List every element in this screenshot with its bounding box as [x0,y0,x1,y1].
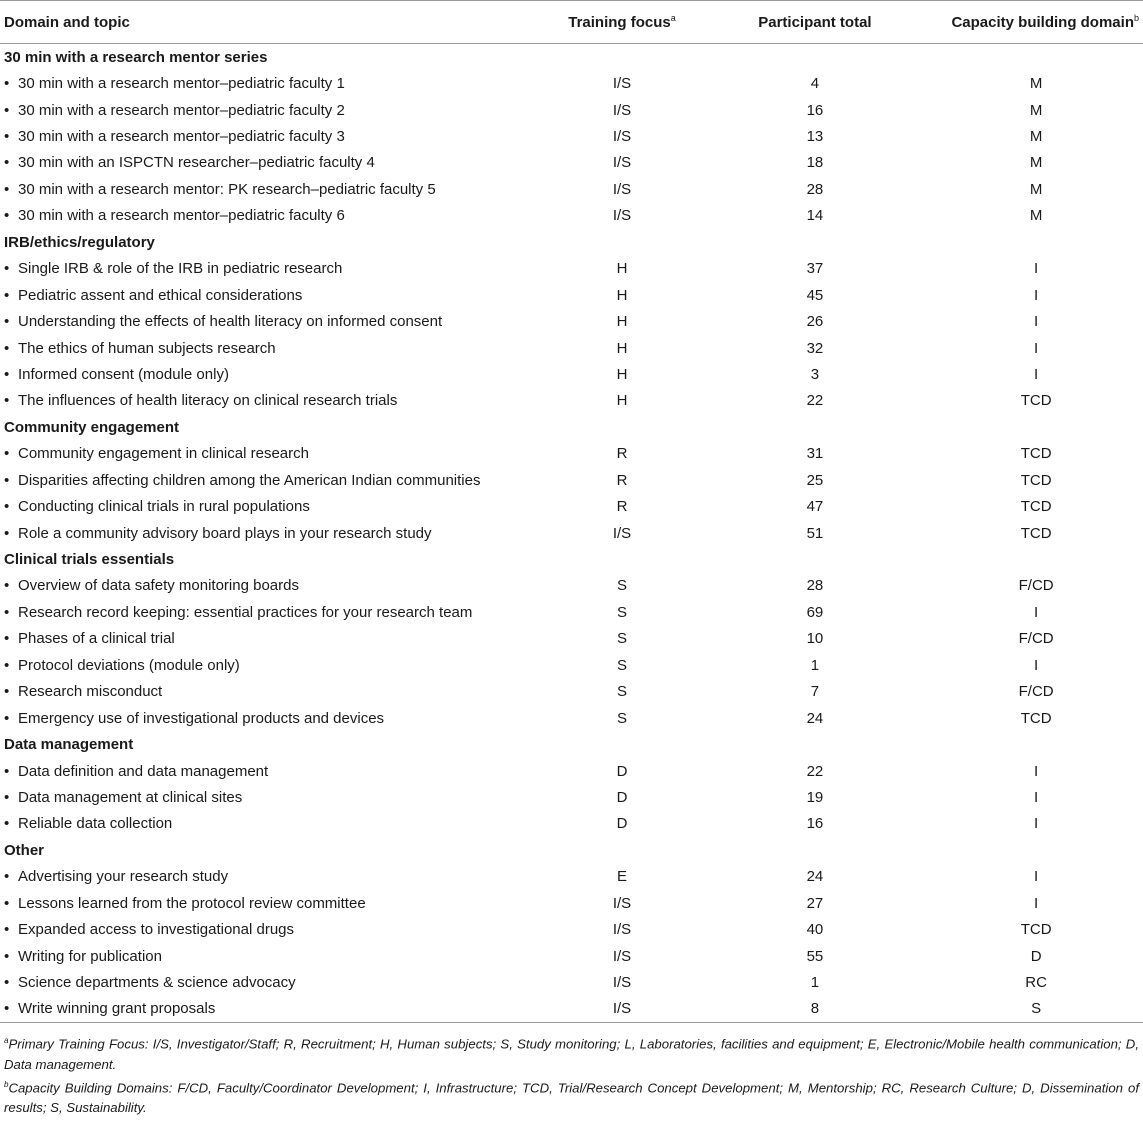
capacity-domain-cell: I [1034,260,1039,278]
table-row [0,203,1143,229]
topic-text: 30 min with a research mentor–pediatric faculty 6 [18,207,345,225]
topic-text: Role a community advisory board plays in your research study [18,524,432,542]
topic-text: Protocol deviations (module only) [18,656,240,674]
capacity-domain-cell: S [929,996,1143,1023]
bullet-icon: • [4,1000,10,1018]
capacity-domain-cell: I [1034,656,1039,674]
bullet-icon: • [4,921,10,939]
table-row [0,388,1143,414]
table-row [0,943,1143,969]
topic-cell [0,784,543,810]
training-focus-cell: I/S [612,101,632,119]
participant-total-cell: 40 [806,921,824,939]
participant-total-cell: 25 [806,471,824,489]
participant-total-cell: 3 [810,365,820,383]
participant-total-cell: 69 [806,603,824,621]
bullet-icon: • [4,498,10,516]
table-row [0,282,1143,308]
bullet-icon: • [4,365,10,383]
participant-total-cell: 1 [810,656,820,674]
table-body [0,44,1143,1023]
training-focus-cell: R [616,471,628,489]
topic-text: Understanding the effects of health literacy on informed consent [18,313,443,331]
table-row [0,996,1143,1023]
header-participant-total [701,1,930,44]
topic-text: Science departments & science advocacy [18,974,296,992]
bullet-icon: • [4,947,10,965]
table-row [0,705,1143,731]
participant-total-cell: 47 [806,498,824,516]
training-focus-cell: H [616,392,628,410]
topic-cell [0,705,543,731]
training-focus-cell: D [616,788,628,806]
table-row [0,123,1143,149]
footnote-b [4,1075,1139,1118]
capacity-domain-cell: TCD [1020,471,1052,489]
capacity-domain-cell: I [1034,286,1039,304]
footnote-a-mark: a [4,1036,9,1046]
group-title: Other [4,841,45,859]
table-row [0,864,1143,890]
participant-total-cell: 22 [806,392,824,410]
table-row [0,256,1143,282]
capacity-domain-cell: I [1034,788,1039,806]
topic-cell [0,97,543,123]
table-row [0,467,1143,493]
capacity-domain-cell: TCD [1020,709,1052,727]
training-focus-cell: R [616,498,628,516]
table-row [0,573,1143,599]
topic-cell [0,308,543,334]
bullet-icon: • [4,392,10,410]
training-focus-cell: I/S [612,921,632,939]
capacity-domain-cell: TCD [1020,921,1052,939]
topic-text: The ethics of human subjects research [18,339,276,357]
topic-cell [0,388,543,414]
training-focus-cell: S [617,630,628,648]
topic-cell [0,811,543,837]
topic-cell [0,864,543,890]
topic-cell [0,520,543,546]
participant-total-cell: 45 [806,286,824,304]
topic-text: Conducting clinical trials in rural populations [18,498,310,516]
table-row [0,520,1143,546]
topic-text: Informed consent (module only) [18,365,229,383]
table-row [0,652,1143,678]
bullet-icon: • [4,313,10,331]
participant-total-cell: 37 [806,260,824,278]
topic-cell [0,599,543,625]
group-title: Clinical trials essentials [4,551,175,569]
bullet-icon: • [4,683,10,701]
participant-total-cell: 32 [806,339,824,357]
training-focus-cell: S [617,709,628,727]
footnote-a [4,1031,1139,1074]
table-row [0,308,1143,334]
table-row [0,758,1143,784]
participant-total-cell: 27 [806,894,824,912]
participant-total-cell: 13 [806,128,824,146]
participant-total-cell: 51 [806,524,824,542]
topic-text: Reliable data collection [18,815,173,833]
training-focus-cell: I/S [612,947,632,965]
table-row [0,784,1143,810]
topic-cell [0,573,543,599]
training-focus-cell: E [617,868,628,886]
header-row [0,1,1143,44]
topic-cell [0,176,543,202]
bullet-icon: • [4,974,10,992]
training-focus-cell: I/S [612,128,632,146]
topic-text: Emergency use of investigational products and devices [18,709,385,727]
header-participant-total-label: Participant total [758,13,872,31]
capacity-domain-cell: I [1034,894,1039,912]
topic-text: Research misconduct [18,683,163,701]
topic-cell [0,916,543,942]
topic-cell [0,441,543,467]
participant-total-cell: 4 [810,75,820,93]
topic-text: Research record keeping: essential practices for your research team [18,603,473,621]
group-row [0,731,1143,757]
participant-total-cell: 1 [810,974,820,992]
bullet-icon: • [4,868,10,886]
footnote-b-mark: b [4,1079,9,1089]
group-row [0,546,1143,572]
table-row [0,493,1143,519]
capacity-domain-cell: I [1034,313,1039,331]
table-row [0,97,1143,123]
training-focus-cell: I/S [612,75,632,93]
topic-cell [0,943,543,969]
training-focus-cell: H [616,313,628,331]
topic-text: Overview of data safety monitoring boards [18,577,299,595]
header-capacity-domain [929,1,1143,44]
training-focus-cell: S [617,603,628,621]
capacity-domain-cell: TCD [1020,498,1052,516]
topic-text: Disparities affecting children among the American Indian communities [18,471,481,489]
topic-text: Single IRB & role of the IRB in pediatric research [18,260,343,278]
topic-text: Lessons learned from the protocol review committee [18,894,366,912]
table-row [0,441,1143,467]
bullet-icon: • [4,762,10,780]
bullet-icon: • [4,656,10,674]
group-title: IRB/ethics/regulatory [4,233,155,251]
capacity-domain-cell: D [1030,947,1042,965]
bullet-icon: • [4,445,10,463]
bullet-icon: • [4,603,10,621]
participant-total-cell: 14 [806,207,824,225]
bullet-icon: • [4,577,10,595]
training-focus-cell: S [617,577,628,595]
bullet-icon: • [4,339,10,357]
table-footnotes [0,1023,1143,1118]
capacity-domain-cell: I [1034,762,1039,780]
participant-total-cell: 24 [806,709,824,727]
topic-cell [0,70,543,96]
group-row [0,229,1143,255]
topic-text: Community engagement in clinical research [18,445,309,463]
bullet-icon: • [4,709,10,727]
training-focus-cell: I/S [612,207,632,225]
footnote-mark-a: a [670,13,676,23]
topic-cell [0,493,543,519]
participant-total-cell: 19 [806,788,824,806]
topic-cell [0,335,543,361]
training-focus-cell: I/S [612,894,632,912]
topic-cell [0,467,543,493]
training-focus-cell: S [617,683,628,701]
topic-cell [0,679,543,705]
participant-total-cell: 18 [806,154,824,172]
participant-total-cell: 7 [810,683,820,701]
table-row [0,176,1143,202]
bullet-icon: • [4,286,10,304]
capacity-domain-cell: I [1034,868,1039,886]
training-focus-cell: R [616,445,628,463]
training-focus-cell: I/S [612,974,632,992]
bullet-icon: • [4,524,10,542]
bullet-icon: • [4,207,10,225]
capacity-domain-cell: M [1029,180,1043,198]
bullet-icon: • [4,815,10,833]
capacity-domain-cell: F/CD [1018,630,1054,648]
topic-text: Phases of a clinical trial [18,630,175,648]
topic-text: The influences of health literacy on clinical research trials [18,392,398,410]
topic-cell [0,203,543,229]
training-focus-cell: I/S [543,996,700,1023]
bullet-icon: • [4,260,10,278]
participant-total-cell: 31 [806,445,824,463]
topic-cell [0,256,543,282]
capacity-domain-cell: F/CD [1018,683,1054,701]
topic-text: Data definition and data management [18,762,269,780]
table-row [0,679,1143,705]
capacity-domain-cell: F/CD [1018,577,1054,595]
topic-text: 30 min with a research mentor–pediatric faculty 2 [18,101,345,119]
topic-text: Pediatric assent and ethical considerations [18,286,303,304]
table-row [0,70,1143,96]
table-row [0,811,1143,837]
capacity-domain-cell: I [1034,815,1039,833]
training-focus-cell: D [616,815,628,833]
participant-total-cell: 26 [806,313,824,331]
topic-text: 30 min with a research mentor–pediatric faculty 3 [18,128,345,146]
training-focus-cell: I/S [612,154,632,172]
topic-cell [0,652,543,678]
topic-cell [0,150,543,176]
group-title: Data management [4,736,134,754]
training-focus-cell: D [616,762,628,780]
table-row [0,361,1143,387]
table-row [0,335,1143,361]
table-row [0,626,1143,652]
capacity-domain-cell: M [1029,128,1043,146]
footnote-mark-b: b [1133,13,1139,23]
capacity-domain-cell: RC [1025,974,1047,992]
training-focus-cell: I/S [612,524,632,542]
topic-cell [0,361,543,387]
topic-cell [0,282,543,308]
topic-text: Advertising your research study [18,868,229,886]
training-focus-cell: H [616,286,628,304]
footnote-b-text: Capacity Building Domains: F/CD, Faculty/Coordinator Development; I, Infrastructure; TCD, Trial/Research Concept Development; M, Mentorship; RC, Research Culture; D, Dissemination of results; S, Sustainability. [4,1079,1139,1115]
table-row [0,150,1143,176]
capacity-domain-cell: I [1034,603,1039,621]
participant-total-cell: 22 [806,762,824,780]
bullet-icon: • [4,75,10,93]
topic-text: Write winning grant proposals [18,1000,216,1018]
training-focus-cell: H [616,260,628,278]
footnote-a-text: Primary Training Focus: I/S, Investigator/Staff; R, Recruitment; H, Human subjects; S, Study monitoring; L, Laboratories, facilities and equipment; E, Electronic/Mobile health communication; D, Data management. [4,1036,1139,1072]
capacity-domain-cell: I [1034,339,1039,357]
topic-cell [0,626,543,652]
participant-total-cell: 8 [701,996,930,1023]
topic-text: Data management at clinical sites [18,788,243,806]
header-training-focus-label: Training focus [568,14,671,31]
bullet-icon: • [4,894,10,912]
bullet-icon: • [4,471,10,489]
topic-text: 30 min with a research mentor–pediatric faculty 1 [18,75,345,93]
topic-cell [0,969,543,995]
topic-cell [0,758,543,784]
participant-total-cell: 55 [806,947,824,965]
bullet-icon: • [4,154,10,172]
participant-total-cell: 24 [806,868,824,886]
topic-text: Expanded access to investigational drugs [18,921,295,939]
participant-total-cell: 16 [806,101,824,119]
capacity-domain-cell: I [1034,365,1039,383]
participant-total-cell: 16 [806,815,824,833]
header-domain-topic-label: Domain and topic [4,13,130,31]
group-row [0,44,1143,71]
group-title: 30 min with a research mentor series [4,48,268,66]
header-capacity-domain-label: Capacity building domain [951,14,1134,31]
training-focus-cell: S [617,656,628,674]
bullet-icon: • [4,128,10,146]
bullet-icon: • [4,630,10,648]
table-header [0,1,1143,44]
table-row [0,890,1143,916]
group-row [0,414,1143,440]
participant-total-cell: 10 [806,630,824,648]
topic-text: 30 min with a research mentor: PK research–pediatric faculty 5 [18,180,436,198]
group-row [0,837,1143,863]
participant-total-cell: 28 [806,180,824,198]
bullet-icon: • [4,101,10,119]
training-focus-cell: H [616,365,628,383]
capacity-domain-cell: M [1029,101,1043,119]
topic-cell [0,996,543,1023]
topic-text: 30 min with an ISPCTN researcher–pediatric faculty 4 [18,154,375,172]
capacity-domain-cell: TCD [1020,392,1052,410]
topic-cell [0,890,543,916]
table-row [0,916,1143,942]
bullet-icon: • [4,788,10,806]
capacity-domain-cell: M [1029,154,1043,172]
capacity-domain-cell: TCD [1020,445,1052,463]
topic-cell [0,123,543,149]
bullet-icon: • [4,180,10,198]
table-row [0,599,1143,625]
training-focus-cell: H [616,339,628,357]
training-focus-cell: I/S [612,180,632,198]
topic-text: Writing for publication [18,947,162,965]
header-training-focus [543,1,700,44]
participant-total-cell: 28 [806,577,824,595]
header-domain-topic [0,1,543,44]
capacity-domain-cell: TCD [1020,524,1052,542]
capacity-domain-cell: M [1029,207,1043,225]
group-title: Community engagement [4,418,180,436]
table-row [0,969,1143,995]
capacity-domain-cell: M [1029,75,1043,93]
